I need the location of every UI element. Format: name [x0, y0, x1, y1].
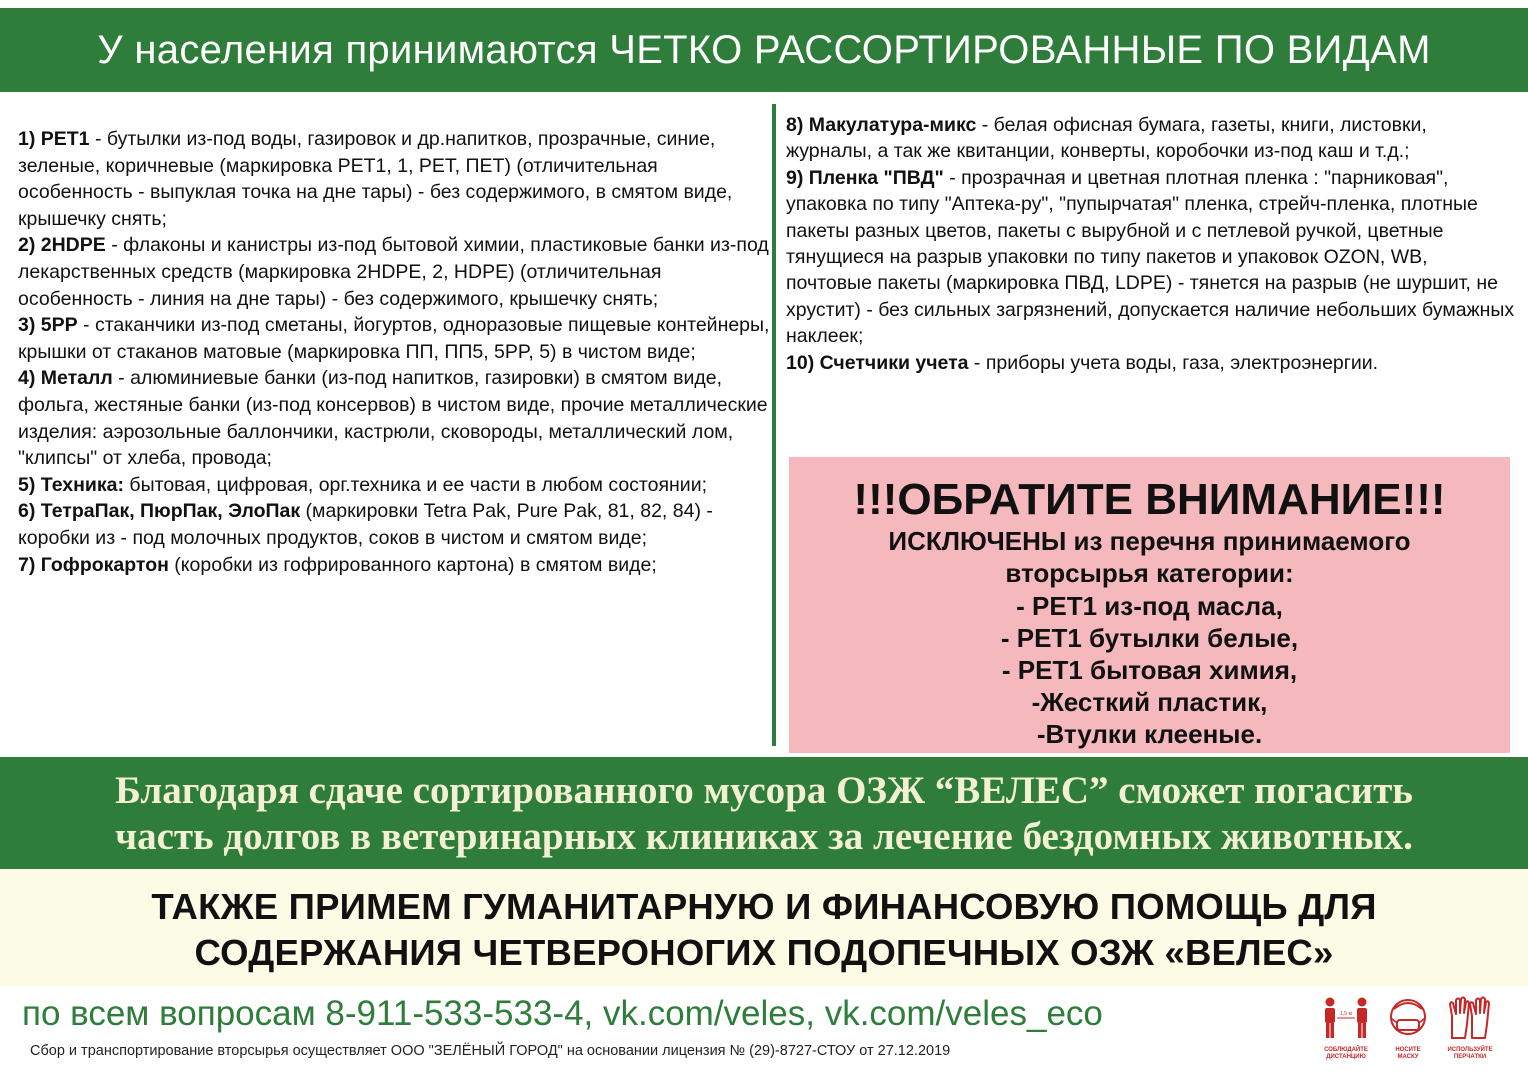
list-item-meters: [786, 350, 1516, 376]
column-divider: [772, 104, 776, 746]
list-item-film: [786, 165, 1516, 350]
item-label: 7) Гофрокартон: [18, 553, 169, 576]
icon-caption: СОБЛЮДАЙТЕ: [1324, 1047, 1368, 1053]
item-text: бытовая, цифровая, орг.техника и ее части в любом состоянии;: [124, 473, 708, 496]
excluded-item: -Жесткий пластик,: [1031, 687, 1268, 717]
excluded-list: [789, 590, 1510, 750]
item-text: - белая офисная бумага, газеты, книги, листовки, журналы, а так же квитанции, конверты, коробочки из-под каш и т.д.;: [786, 114, 1427, 163]
icon-caption: ПЕРЧАТКИ: [1453, 1054, 1487, 1060]
item-text: (маркировки Tetra Pak, Pure Pak, 81, 82, 84) - коробки из - под молочных продуктов, соков в чистом и смятом виде;: [18, 500, 713, 549]
page-header: [0, 8, 1528, 92]
help-banner: [0, 870, 1528, 986]
help-line-2: СОДЕРЖАНИЯ ЧЕТВЕРОНОГИХ ПОДОПЕЧНЫХ ОЗЖ «ВЕЛЕС»: [194, 932, 1334, 973]
item-label: 4) Металл: [18, 367, 113, 390]
attention-subtitle-2: вторсырья категории:: [1005, 558, 1294, 588]
item-label: 1) PET1: [18, 128, 90, 150]
item-text: - флаконы и канистры из-под бытовой химии, пластиковые банки из-под лекарственных средств (маркировка 2HDPE, 2, HDPE) (отличительная особенность - линия на дне тары) - без содержимого, крышечку снять;: [18, 234, 769, 310]
excluded-item: -Втулки клееные.: [1036, 719, 1263, 749]
item-label: 2) 2HDPE: [18, 234, 106, 257]
excluded-item: - PET1 из-под масла,: [1016, 591, 1283, 621]
item-label: 3) 5PP: [18, 314, 78, 337]
list-item-5pp: [18, 312, 770, 365]
page-title: У населения принимаются ЧЕТКО РАССОРТИРОВАННЫЕ ПО ВИДАМ: [97, 27, 1431, 72]
list-item-2hdpe: [18, 232, 770, 312]
gloves-icon-graphic: [1442, 994, 1498, 1042]
mask-icon-graphic: [1380, 994, 1436, 1042]
thanks-line-1: Благодаря сдаче сортированного мусора ОЗЖ “ВЕЛЕС” сможет погасить: [115, 769, 1413, 812]
thanks-banner: [0, 757, 1528, 869]
distance-label: 1,5 м: [1340, 1011, 1352, 1017]
top-strip: [0, 0, 1528, 8]
thanks-line-2: часть долгов в ветеринарных клиниках за лечение бездомных животных.: [115, 815, 1413, 858]
list-item-pet1: [18, 126, 770, 232]
gloves-icon: [1442, 994, 1498, 1061]
item-label: 10) Счетчики учета: [786, 351, 969, 374]
list-item-tech: [18, 472, 770, 499]
item-text: - бутылки из-под воды, газировок и др.напитков, прозрачные, синие, зеленые, коричневые (маркировка PET1, 1, PET, ПЕТ) (отличительная особенность - выпуклая точка на дне тары) - без содержимого, в смятом виде, крышечку снять;: [18, 128, 733, 230]
excluded-item: - PET1 бутылки белые,: [1000, 623, 1299, 653]
contact-info: по всем вопросам 8-911-533-533-4, vk.com/veles, vk.com/veles_eco: [22, 994, 1103, 1033]
attention-subtitle-1: ИСКЛЮЧЕНЫ из перечня принимаемого: [888, 526, 1411, 556]
mask-icon: [1380, 994, 1436, 1061]
list-item-paper: [786, 112, 1516, 165]
distance-icon: [1318, 994, 1374, 1061]
icon-caption: НОСИТЕ: [1395, 1047, 1421, 1053]
attention-title: !!!ОБРАТИТЕ ВНИМАНИЕ!!!: [853, 475, 1446, 524]
icon-caption: ИСПОЛЬЗУЙТЕ: [1447, 1047, 1493, 1053]
left-column: [18, 126, 770, 578]
item-text: - приборы учета воды, газа, электроэнергии.: [968, 351, 1379, 374]
item-label: 8) Макулатура-микс: [786, 114, 977, 136]
right-column: [786, 112, 1516, 376]
list-item-tetrapak: [18, 498, 770, 551]
excluded-item: - PET1 бытовая химия,: [1001, 655, 1298, 685]
distance-icon-graphic: [1318, 994, 1374, 1042]
icon-caption: МАСКУ: [1397, 1054, 1419, 1060]
item-text: - прозрачная и цветная плотная пленка : "парниковая", упаковка по типу "Аптека-ру", "пупырчатая" пленка, стрейч-пленка, плотные пакеты разных цветов, пакеты с вырубной и с петлевой ручкой, цветные тянущиеся на разрыв упаковки по типу пакетов и упаковок OZON, WB, почтовые пакеты (маркировка ПВД, LDPE) - тянется на разрыв (не шуршит, не хрустит) - без сильных загрязнений, допускается наличие небольших бумажных наклеек;: [786, 166, 1515, 348]
item-text: - алюминиевые банки (из-под напитков, газировки) в смятом виде, фольга, жестяные банки (из-под консервов) в чистом виде, прочие металлические изделия: аэрозольные баллончики, кастрюли, сковороды, металлический лом, "клипсы" от хлеба, провода;: [18, 367, 768, 470]
license-text: Сбор и транспортирование вторсырья осуществляет ООО "ЗЕЛЁНЫЙ ГОРОД" на основании лицензия № (29)-8727-СТОУ от 27.12.2019: [30, 1043, 951, 1059]
item-text: (коробки из гофрированного картона) в смятом виде;: [168, 553, 657, 576]
safety-icons: [1318, 994, 1518, 1062]
list-item-cardboard: [18, 552, 770, 579]
item-label: 6) ТетраПак, ПюрПак, ЭлоПак: [18, 500, 301, 523]
item-label: 5) Техника:: [18, 473, 124, 496]
item-label: 9) Пленка "ПВД": [786, 166, 944, 189]
item-text: - стаканчики из-под сметаны, йогуртов, одноразовые пищевые контейнеры, крышки от стаканов матовые (маркировка ПП, ПП5, 5PP, 5) в чистом виде;: [18, 314, 770, 363]
attention-box: [789, 457, 1510, 753]
help-line-1: ТАКЖЕ ПРИМЕМ ГУМАНИТАРНУЮ И ФИНАНСОВУЮ ПОМОЩЬ ДЛЯ: [151, 886, 1377, 927]
list-item-metal: [18, 365, 770, 471]
icon-caption: ДИСТАНЦИЮ: [1326, 1054, 1366, 1060]
